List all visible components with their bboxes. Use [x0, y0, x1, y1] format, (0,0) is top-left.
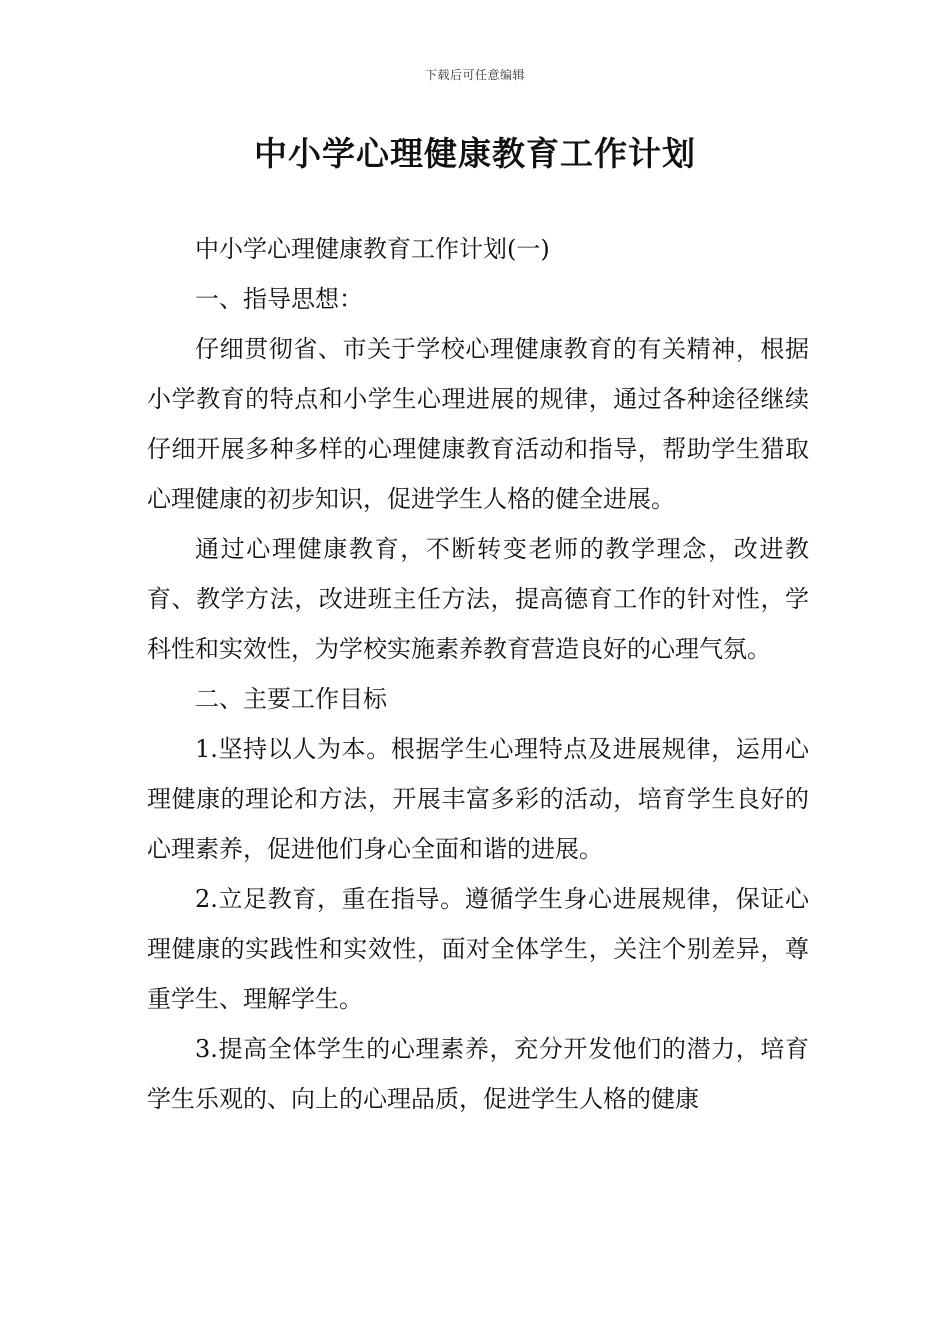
section-heading-main-goals: 二、主要工作目标 [195, 685, 387, 713]
body-paragraph: 仔细贯彻省、市关于学校心理健康教育的有关精神，根据小学教育的特点和小学生心理进展的规律，通过各种途径继续仔细开展多种多样的心理健康教育活动和指导，帮助学生猎取心理健康的初步知识，促进学生人格的健全进展。 [147, 335, 809, 513]
goal-item-1: 1.坚持以人为本。根据学生心理特点及进展规律，运用心理健康的理论和方法，开展丰富多彩的活动，培育学生良好的心理素养，促进他们身心全面和谐的进展。 [147, 735, 809, 863]
goal-item-2: 2.立足教育，重在指导。遵循学生身心进展规律，保证心理健康的实践性和实效性，面对全体学生，关注个别差异，尊重学生、理解学生。 [147, 885, 809, 1013]
body-paragraph: 通过心理健康教育，不断转变老师的教学理念，改进教育、教学方法，改进班主任方法，提高德育工作的针对性，学科性和实效性，为学校实施素养教育营造良好的心理气氛。 [147, 535, 809, 663]
subtitle-paragraph: 中小学心理健康教育工作计划(一) [195, 235, 550, 263]
goal-item-3: 3.提高全体学生的心理素养，充分开发他们的潜力，培育学生乐观的、向上的心理品质，促进学生人格的健康 [147, 1035, 809, 1113]
header-note: 下载后可任意编辑 [424, 68, 525, 82]
document-body [147, 224, 809, 1124]
section-heading-guiding-ideology: 一、指导思想： [195, 285, 363, 313]
document-title: 中小学心理健康教育工作计划 [254, 134, 696, 173]
